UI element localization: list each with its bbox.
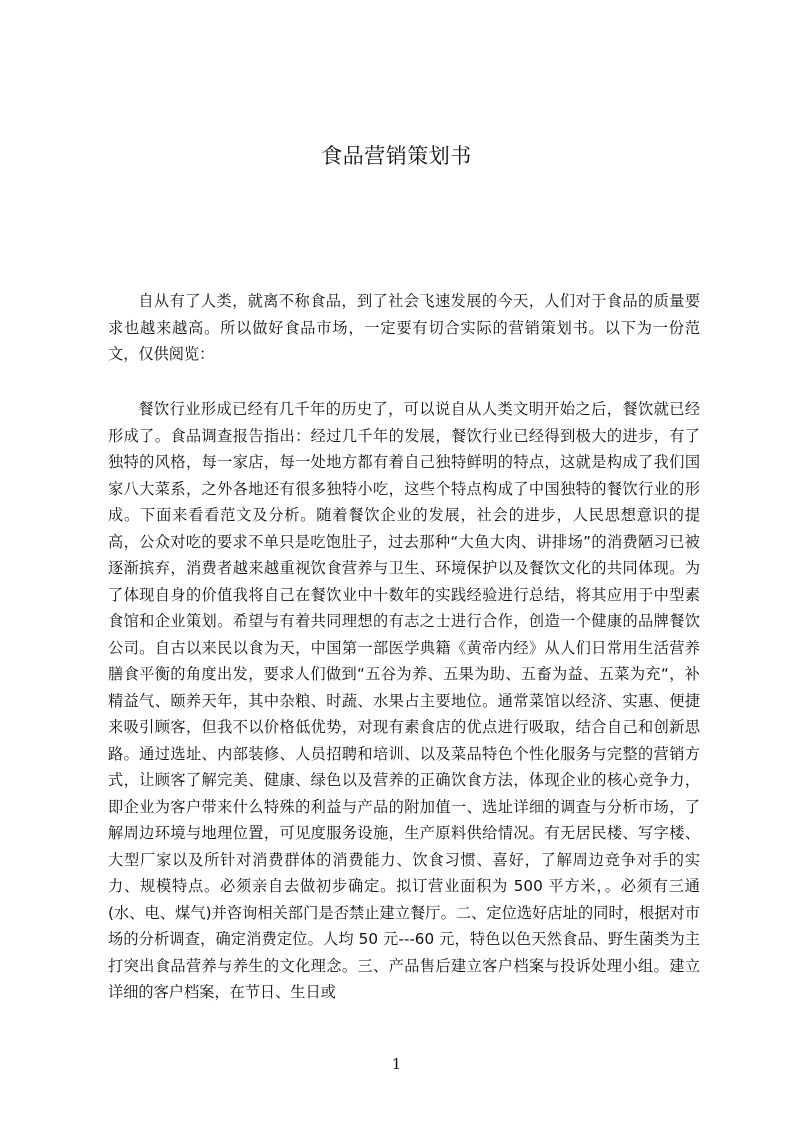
intro-paragraph: 自从有了人类，就离不称食品，到了社会飞速发展的今天，人们对于食品的质量要求也越来越高。所以做好食品市场，一定要有切合实际的营销策划书。以下为一份范文，仅供阅览： xyxy=(108,292,700,363)
page-number: 1 xyxy=(391,1055,402,1073)
body-paragraph: 餐饮行业形成已经有几千年的历史了，可以说自从人类文明开始之后，餐饮就已经形成了。食品调查报告指出：经过几千年的发展，餐饮行业已经得到极大的进步，有了独特的风格，每一家店，每一处地方都有着自己独特鲜明的特点，这就是构成了我们国家八大菜系，之外各地还有很多独特小吃，这些个特点构成了中国独特的餐饮行业的形成。下面来看看范文及分析。随着餐饮企业的发展，社会的进步，人民思想意识的提高，公众对吃的要求不单只是吃饱肚子，过去那种“大鱼大肉、讲排场”的消费陋习已被逐渐摈弃，消费者越来越重视饮食营养与卫生、环境保护以及餐饮文化的共同体现。为了体现自身的价值我将自己在餐饮业中十数年的实践经验进行总结，将其应用于中型素食馆和企业策划。希望与有着共同理想的有志之士进行合作，创造一个健康的品牌餐饮公司。自古以来民以食为天，中国第一部医学典籍《黄帝内经》从人们日常用生活营养膳食平衡的角度出发，要求人们做到“五谷为养、五果为助、五畜为益、五菜为充“，补精益气、颐养天年，其中杂粮、时蔬、水果占主要地位。通常菜馆以经济、实惠、便捷来吸引顾客，但我不以价格低优势，对现有素食店的优点进行吸取，结合自己和创新思路。通过选址、内部装修、人员招聘和培训、以及菜品特色个性化服务与完整的营销方式，让顾客了解完美、健康、绿色以及营养的正确饮食方法，体现企业的核心竞争力，即企业为客户带来什么特殊的利益与产品的附加值一、选址详细的调查与分析市场，了解周边环境与地理位置，可见度服务设施，生产原料供给情况。有无居民楼、写字楼、大型厂家以及所针对消费群体的消费能力、饮食习惯、喜好，了解周边竞争对手的实力、规模特点。必须亲自去做初步确定。拟订营业面积为 500 平方米，。必须有三通(水、电、煤气)并咨询相关部门是否禁止建立餐厅。二、定位选好店址的同时，根据对市场的分析调查，确定消费定位。人均 50 元---60 元，特色以色天然食品、野生菌类为主打突出食品营养与养生的文化理念。三、产品售后建立客户档案与投诉处理小组。建立详细的客户档案，在节日、生日或 xyxy=(108,400,700,1001)
document-title: 食品营销策划书 xyxy=(321,144,472,168)
